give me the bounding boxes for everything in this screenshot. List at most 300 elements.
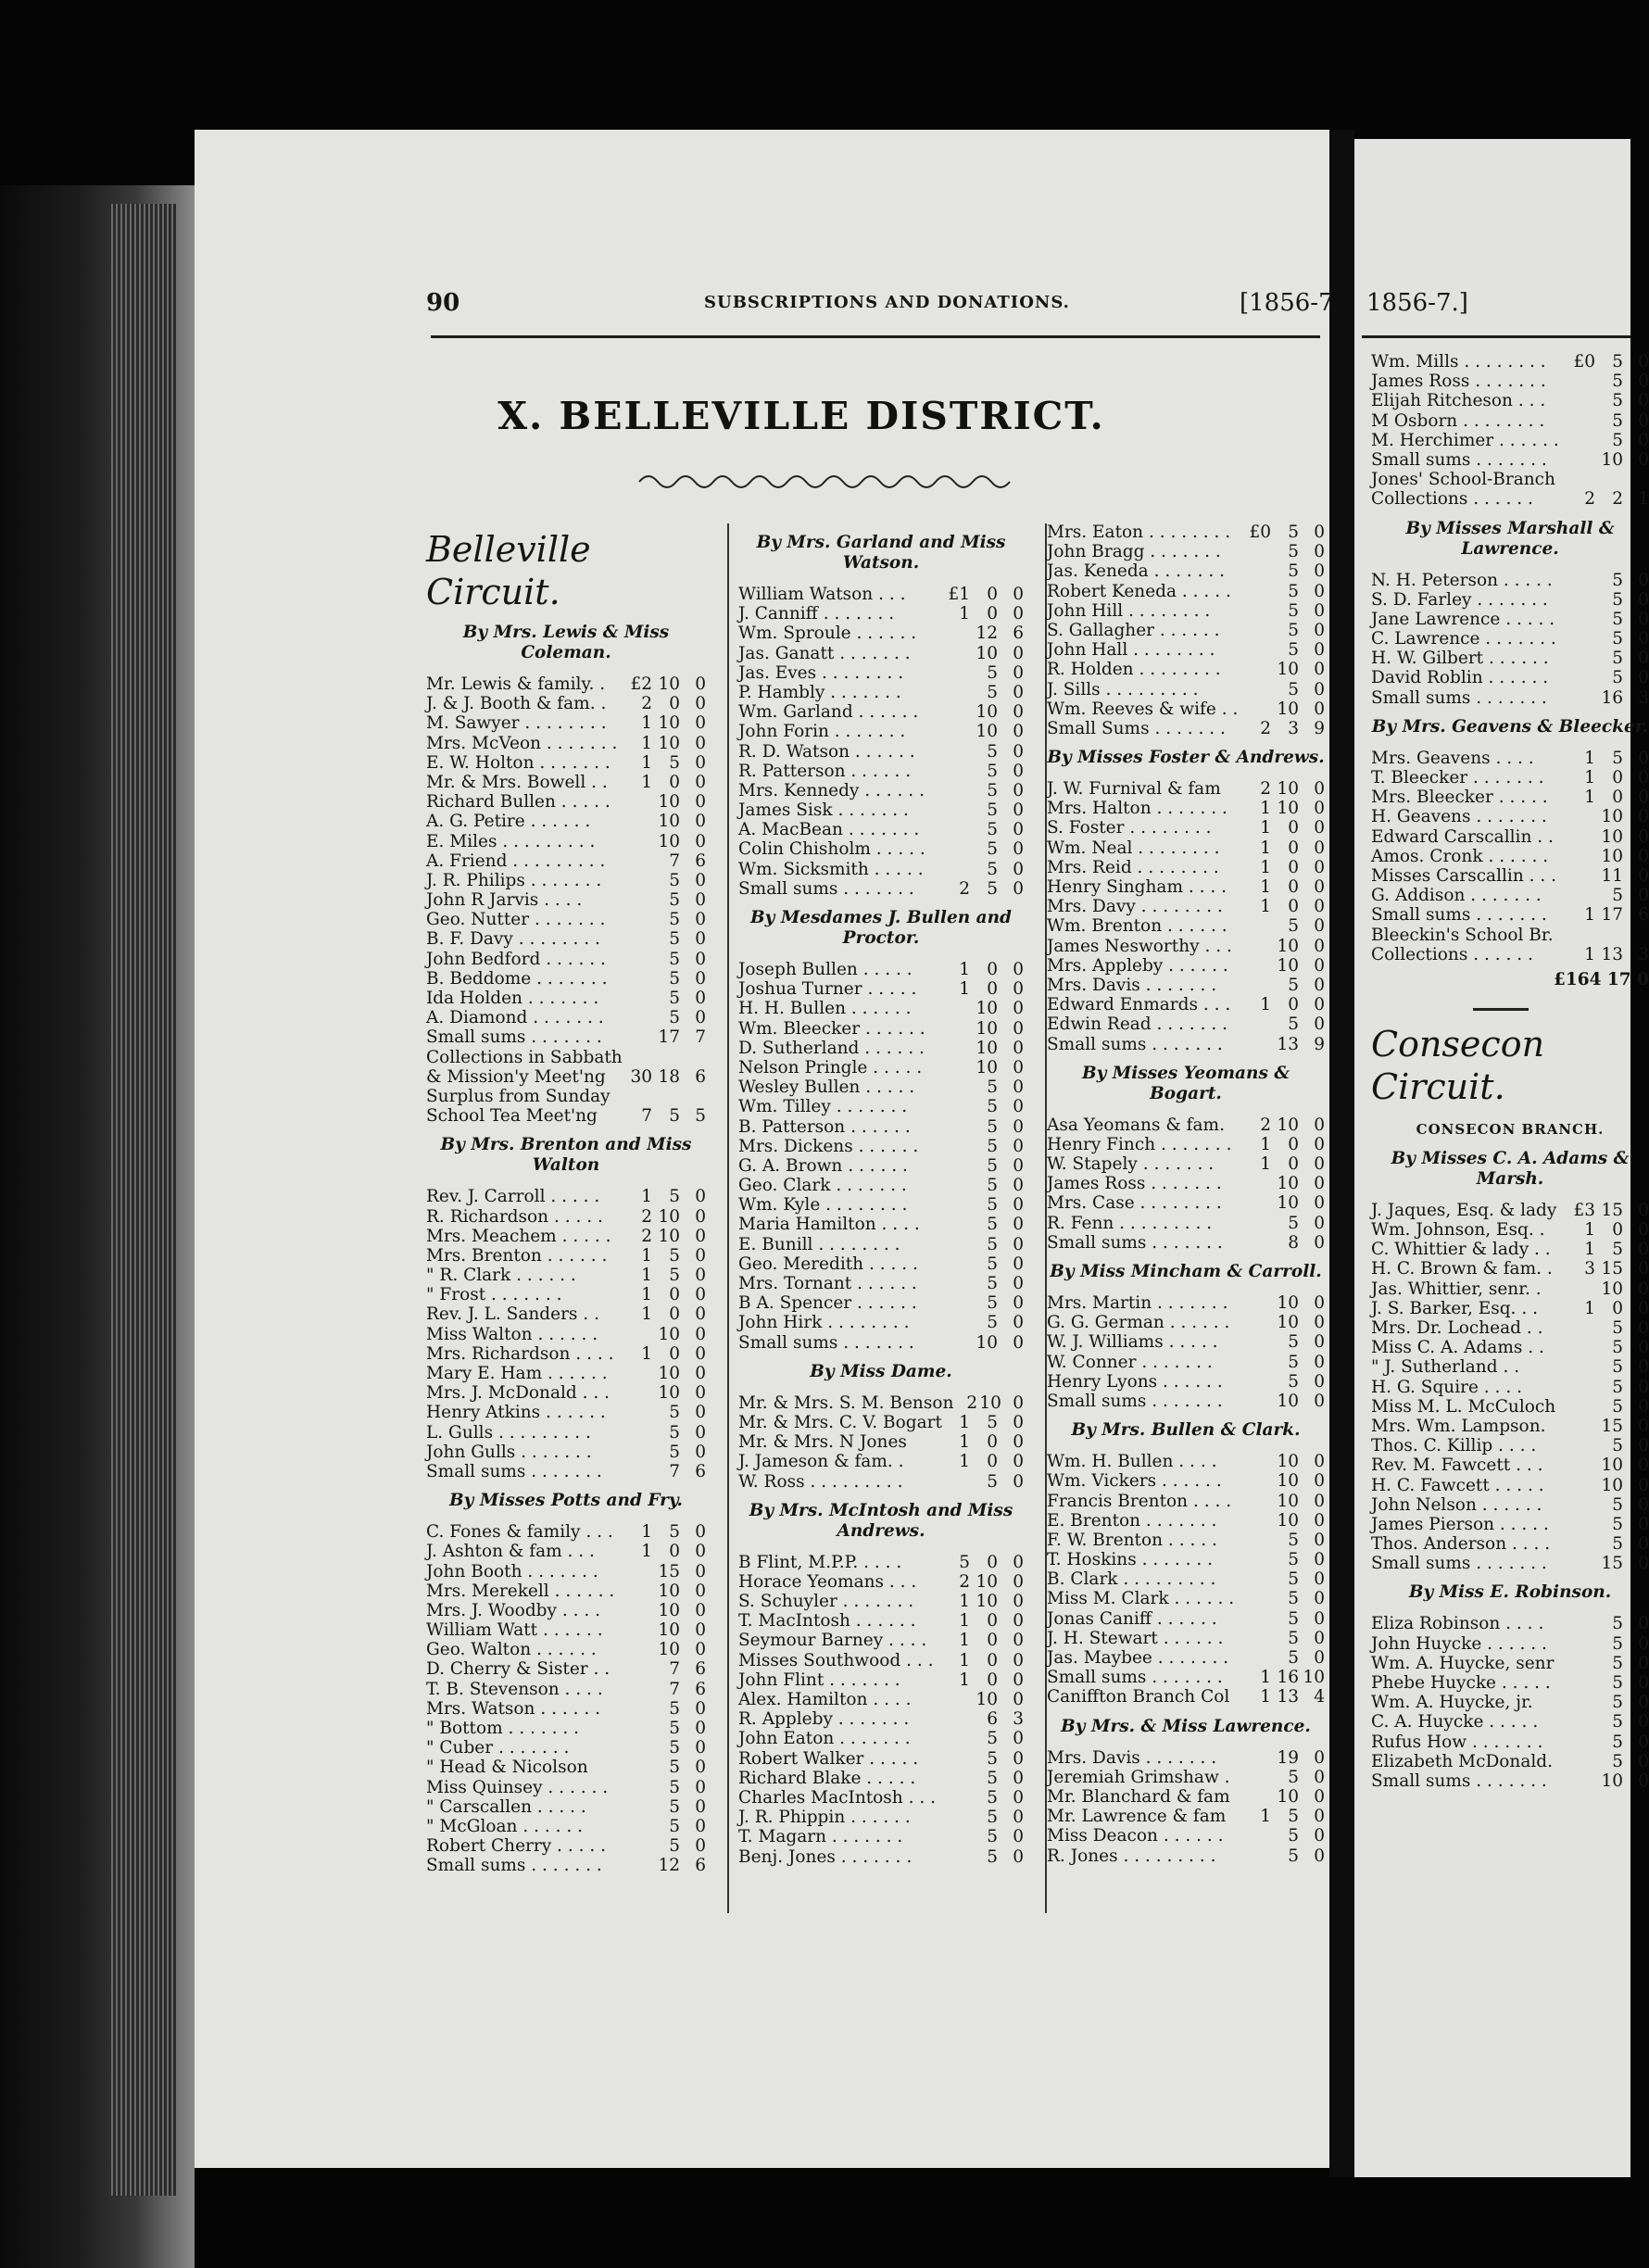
pence-amount: 0: [1013, 741, 1024, 762]
pounds-amount: £0: [1249, 523, 1271, 542]
donor-name: " Carscallen . . . . .: [426, 1796, 586, 1817]
donor-name: C. Lawrence . . . . . . .: [1371, 629, 1556, 649]
donor-name: Henry Lyons . . . . . .: [1047, 1371, 1223, 1392]
shillings-amount: 5: [669, 1106, 680, 1127]
shillings-amount: 10: [1277, 1471, 1299, 1492]
pence-amount: 0: [1638, 1436, 1649, 1456]
pence-amount: 0: [1314, 1589, 1325, 1609]
pounds-amount: [942, 742, 970, 762]
shillings-amount: 10: [1277, 1491, 1299, 1511]
pence-amount: 0: [1314, 1846, 1325, 1866]
pounds-amount: [624, 1383, 652, 1403]
shillings-amount: 5: [1612, 1318, 1623, 1338]
shillings-amount: 5: [987, 761, 998, 781]
shillings-amount: 5: [669, 1266, 680, 1286]
donor-name: R. Holden . . . . . . . .: [1047, 660, 1221, 680]
subscription-row: [1047, 1372, 1325, 1392]
subscription-row: [1047, 1768, 1325, 1787]
donor-name: J. W. Furnival & fam: [1047, 779, 1221, 800]
shillings-amount: 5: [987, 1768, 998, 1788]
donor-name: Amos. Cronk . . . . . .: [1371, 846, 1549, 866]
subscription-row: [738, 644, 1024, 663]
pence-amount: 0: [1314, 1747, 1325, 1768]
pence-amount: 0: [1013, 702, 1024, 723]
donor-name: Miss Quinsey . . . . . .: [426, 1777, 609, 1797]
donor-name: M. Sawyer . . . . . . . .: [426, 713, 607, 734]
pence-amount: 0: [695, 1383, 706, 1404]
donor-name: Small sums . . . . . . .: [426, 1856, 602, 1876]
shillings-amount: 5: [669, 1796, 680, 1817]
pence-amount: [680, 1087, 706, 1106]
pounds-amount: [942, 624, 970, 643]
subscription-row: [426, 1246, 706, 1266]
pounds-amount: [1567, 1397, 1595, 1417]
page-number: 90: [426, 289, 460, 317]
pounds-amount: [624, 1027, 652, 1047]
pounds-amount: [1567, 450, 1595, 470]
pounds-amount: [1567, 1455, 1595, 1475]
pence-amount: 0: [1013, 662, 1024, 683]
subscription-row: [426, 1227, 706, 1246]
pounds-amount: [1567, 1417, 1595, 1436]
subscription-row: [738, 624, 1024, 643]
pounds-amount: [1567, 1771, 1595, 1791]
subscription-row: [426, 1067, 706, 1087]
shillings-amount: 10: [976, 1592, 998, 1612]
shillings-amount: 5: [987, 1748, 998, 1769]
pence-amount: 0: [1638, 1240, 1649, 1260]
pounds-amount: [1243, 621, 1271, 640]
subscription-row: [1371, 1378, 1649, 1397]
pence-amount: 0: [1638, 410, 1649, 431]
pounds-amount: 1: [641, 1245, 652, 1266]
pence-amount: 0: [1314, 1471, 1325, 1492]
donor-name: Mrs. Kennedy . . . . . .: [738, 780, 925, 800]
donor-name: Henry Atkins . . . . . .: [426, 1403, 606, 1423]
pence-amount: 0: [1314, 699, 1325, 719]
donor-name: Mrs. Halton . . . . . . .: [1047, 799, 1227, 819]
subscription-row: [1371, 827, 1649, 847]
pence-amount: 0: [1638, 570, 1649, 590]
subscription-row: [426, 1522, 706, 1542]
pence-amount: 0: [1013, 1392, 1025, 1413]
shillings-amount: 5: [987, 859, 998, 879]
pounds-amount: [624, 1462, 652, 1481]
pence-amount: 0: [1013, 1787, 1024, 1808]
pounds-amount: [1243, 640, 1271, 660]
pounds-amount: [1567, 1476, 1595, 1495]
pence-amount: 0: [1013, 1808, 1024, 1828]
donor-name: Mrs. Wm. Lampson.: [1371, 1416, 1546, 1436]
subscription-row: [1371, 866, 1649, 886]
pounds-amount: [942, 1827, 970, 1846]
pounds-amount: [942, 1117, 970, 1137]
shillings-amount: 0: [987, 1432, 998, 1453]
pence-amount: 0: [1314, 779, 1325, 800]
pounds-amount: 1: [641, 713, 652, 734]
pounds-amount: [942, 644, 970, 663]
donor-name: John Bragg . . . . . . .: [1047, 542, 1221, 562]
pence-amount: 0: [1638, 1514, 1649, 1534]
subscription-row: [1047, 1787, 1325, 1807]
pence-amount: 0: [1638, 1712, 1649, 1732]
pounds-amount: [1243, 1193, 1271, 1213]
pence-amount: 0: [1638, 1554, 1649, 1574]
pounds-amount: 1: [641, 1542, 652, 1562]
pounds-amount: [1567, 1436, 1595, 1455]
shillings-amount: 5: [669, 1008, 680, 1028]
subscription-row: [1371, 431, 1649, 450]
shillings-amount: 10: [976, 1057, 998, 1077]
donor-name: Wm. Brenton . . . . . .: [1047, 916, 1227, 937]
pence-amount: 0: [1013, 820, 1024, 840]
donor-name: Mrs. Davis . . . . . . .: [1047, 1747, 1217, 1768]
donor-name: Rev. J. L. Sanders . .: [426, 1304, 599, 1325]
pounds-amount: [942, 781, 970, 800]
pounds-amount: [942, 1729, 970, 1748]
shillings-amount: 5: [1612, 1357, 1623, 1378]
subscription-row: [1047, 995, 1325, 1014]
shillings-amount: 10: [1601, 846, 1623, 866]
donor-name: Francis Brenton . . . .: [1047, 1491, 1232, 1511]
donor-name: School Tea Meet'ng: [426, 1106, 598, 1127]
pence-amount: 0: [695, 1522, 706, 1543]
shillings-amount: 5: [987, 662, 998, 683]
pence-amount: 0: [1638, 1770, 1649, 1791]
pence-amount: 4: [1314, 1687, 1325, 1707]
shillings-amount: 5: [1612, 1396, 1623, 1417]
pence-amount: 0: [1638, 430, 1649, 450]
subscription-row: [738, 1611, 1024, 1631]
shillings-amount: 7: [669, 1461, 680, 1481]
subscription-row: [426, 1383, 706, 1403]
pounds-amount: [1567, 1279, 1595, 1299]
subscription-row: [426, 753, 706, 773]
pence-amount: 9: [1314, 718, 1325, 738]
pence-amount: 0: [1314, 1628, 1325, 1648]
donor-name: Mr. & Mrs. N Jones: [738, 1432, 907, 1453]
donor-name: Richard Blake . . . . .: [738, 1768, 916, 1788]
donor-name: Jeremiah Grimshaw .: [1047, 1767, 1230, 1787]
collector-heading: By Misses C. A. Adams & Marsh.: [1391, 1148, 1630, 1189]
pence-amount: 0: [1314, 561, 1325, 582]
pounds-amount: [1567, 411, 1595, 431]
shillings-amount: [652, 1048, 680, 1067]
pounds-amount: 2: [641, 1206, 652, 1227]
pence-amount: 0: [1314, 1550, 1325, 1570]
donor-name: W. Ross . . . . . . . . .: [738, 1471, 903, 1492]
donor-name: Wm. Vickers . . . . . .: [1047, 1471, 1222, 1492]
subscription-row: [426, 1640, 706, 1659]
shillings-amount: 10: [658, 1581, 680, 1601]
pence-amount: 0: [1314, 1154, 1325, 1175]
pence-amount: 0: [1013, 1195, 1024, 1216]
subscription-row: [738, 1293, 1024, 1313]
shillings-amount: 3: [1288, 718, 1299, 738]
shillings-amount: 6: [987, 1709, 998, 1730]
pence-amount: 0: [1638, 1494, 1649, 1515]
pounds-amount: [624, 989, 652, 1008]
donor-name: D. Sutherland . . . . . .: [738, 1038, 925, 1058]
pence-amount: 10: [1303, 1668, 1325, 1688]
donor-name: Robert Keneda . . . . .: [1047, 581, 1231, 601]
subscription-row: [426, 792, 706, 812]
shillings-amount: 17: [1601, 905, 1623, 926]
pounds-amount: [942, 683, 970, 702]
pounds-amount: [1243, 1313, 1271, 1332]
pounds-amount: [942, 999, 970, 1018]
shillings-amount: 8: [1288, 1232, 1299, 1253]
pence-amount: 0: [1314, 1786, 1325, 1807]
subscription-row: [738, 1651, 1024, 1670]
pounds-amount: [1243, 956, 1271, 976]
shillings-amount: 5: [1612, 391, 1623, 411]
pounds-amount: 1: [1584, 748, 1595, 768]
donor-name: Edward Enmards . . .: [1047, 995, 1231, 1015]
pence-amount: 0: [695, 792, 706, 813]
pounds-amount: [624, 1364, 652, 1383]
shillings-amount: 0: [1288, 838, 1299, 858]
pounds-amount: [942, 1077, 970, 1097]
donor-name: Mr. & Mrs. S. M. Benson: [738, 1392, 954, 1413]
donor-name: R. Fenn . . . . . . . . .: [1047, 1213, 1213, 1233]
shillings-amount: 5: [669, 1403, 680, 1423]
shillings-amount: 5: [1288, 916, 1299, 937]
shillings-amount: 10: [658, 831, 680, 851]
donor-name: E. Miles . . . . . . . . .: [426, 831, 596, 851]
pounds-amount: [1243, 1846, 1271, 1866]
pounds-amount: 2: [959, 878, 970, 899]
donor-name: Horace Yeomans . . .: [738, 1571, 917, 1592]
subscription-row: [1371, 926, 1649, 945]
pence-amount: 0: [695, 1442, 706, 1462]
donor-name: S. D. Farley . . . . . . .: [1371, 589, 1548, 610]
pence-amount: 6: [695, 1461, 706, 1481]
subscription-row: [1371, 945, 1649, 964]
shillings-amount: 10: [658, 733, 680, 753]
subscription-row: [1047, 699, 1325, 719]
subscription-row: [738, 1313, 1024, 1332]
subscription-row: [1371, 1634, 1649, 1654]
subscription-row: [1047, 1233, 1325, 1253]
donor-name: Robert Cherry . . . . .: [426, 1836, 606, 1857]
pence-amount: 0: [695, 929, 706, 950]
subscription-row: [738, 960, 1024, 979]
pence-amount: 0: [695, 1581, 706, 1601]
pence-amount: 0: [1638, 1377, 1649, 1397]
pounds-amount: 1: [1260, 1134, 1271, 1154]
subscription-row: [1047, 523, 1325, 542]
pence-amount: [680, 1048, 706, 1067]
subscription-row: [738, 820, 1024, 839]
pounds-amount: [1567, 1732, 1595, 1752]
subscription-row: [426, 1601, 706, 1620]
pence-amount: 0: [695, 1422, 706, 1443]
subscription-row: [738, 1729, 1024, 1748]
subscription-row: [426, 812, 706, 831]
subscription-row: [426, 910, 706, 929]
separator-rule: [1473, 1008, 1529, 1011]
subscription-row: [1371, 1318, 1649, 1338]
pounds-amount: 1: [959, 1650, 970, 1670]
pounds-amount: [942, 1019, 970, 1039]
subscription-row: [1371, 1240, 1649, 1259]
subscription-row: [426, 1423, 706, 1443]
donor-name: Wm. Mills . . . . . . . .: [1371, 352, 1546, 372]
pence-amount: 0: [1638, 1653, 1649, 1673]
pounds-amount: [1567, 807, 1595, 826]
shillings-amount: 5: [1288, 1608, 1299, 1629]
collector-heading: By Miss Mincham & Carroll.: [1050, 1262, 1322, 1281]
shillings-amount: 0: [1288, 1134, 1299, 1154]
pence-amount: 6: [695, 1659, 706, 1680]
collector-heading: By Misses Potts and Fry.: [449, 1491, 683, 1511]
subscription-row: [426, 969, 706, 989]
subscription-row: [1371, 1279, 1649, 1299]
subscription-row: [1371, 1417, 1649, 1436]
pounds-amount: [1567, 629, 1595, 649]
pence-amount: 0: [1314, 936, 1325, 956]
subscription-row: [1047, 1826, 1325, 1846]
donor-name: John Forin . . . . . . .: [738, 722, 906, 742]
donor-name: John Huycke . . . . . .: [1371, 1633, 1547, 1654]
subscription-row: [426, 1008, 706, 1027]
pence-amount: 6: [695, 850, 706, 871]
donor-name: Jonas Caniff . . . . . .: [1047, 1608, 1217, 1629]
shillings-amount: 5: [669, 949, 680, 969]
pounds-amount: [624, 890, 652, 910]
collector-heading: By Miss E. Robinson.: [1408, 1582, 1612, 1603]
shillings-amount: 5: [1288, 1628, 1299, 1648]
shillings-amount: 10: [1277, 936, 1299, 956]
subscription-row: [426, 694, 706, 713]
pounds-amount: [624, 1758, 652, 1777]
subscription-row: [1371, 1712, 1649, 1732]
pounds-amount: [942, 1058, 970, 1077]
pounds-amount: [1243, 1332, 1271, 1352]
pence-amount: 0: [1314, 620, 1325, 640]
subscription-row: [738, 1452, 1024, 1471]
pounds-amount: [942, 1788, 970, 1808]
donor-name: Collections . . . . . .: [1371, 489, 1533, 510]
shillings-amount: 5: [1612, 1712, 1623, 1732]
pounds-amount: [1243, 1629, 1271, 1648]
pence-amount: 0: [1314, 1491, 1325, 1511]
pounds-amount: [624, 1620, 652, 1640]
pounds-amount: 1: [1584, 1240, 1595, 1260]
collector-heading: By Mrs. & Miss Lawrence.: [1061, 1716, 1311, 1736]
shillings-amount: 13: [1277, 1034, 1299, 1054]
donor-name: Mr. & Mrs. C. V. Bogart: [738, 1412, 942, 1432]
pounds-amount: 1: [641, 752, 652, 773]
donor-name: Miss Deacon . . . . . .: [1047, 1826, 1224, 1846]
shillings-amount: 5: [1288, 1550, 1299, 1570]
pence-amount: 0: [695, 1719, 706, 1738]
subscription-row: [738, 722, 1024, 741]
donor-name: Mrs. Dickens . . . . . .: [738, 1136, 919, 1156]
donor-name: Elijah Ritcheson . . .: [1371, 391, 1546, 411]
subscription-row: [738, 663, 1024, 683]
pence-amount: 0: [1638, 1475, 1649, 1495]
pence-amount: 0: [1314, 1767, 1325, 1787]
subscription-row: [1371, 1732, 1649, 1752]
collector-heading: By Miss Dame.: [810, 1361, 952, 1381]
shillings-amount: 5: [1612, 1653, 1623, 1673]
shillings-amount: 15: [1601, 1416, 1623, 1436]
donor-name: John R Jarvis . . . .: [426, 890, 583, 911]
subscription-row: [426, 674, 706, 694]
pence-amount: 0: [1314, 1293, 1325, 1313]
donor-name: B. F. Davy . . . . . . . .: [426, 929, 600, 950]
shillings-amount: 5: [1288, 1352, 1299, 1372]
subscription-row: [1047, 660, 1325, 679]
pence-amount: 0: [1013, 1571, 1024, 1592]
pence-amount: 0: [1013, 585, 1024, 604]
shillings-amount: 5: [669, 1187, 680, 1207]
pence-amount: 0: [1013, 1690, 1024, 1709]
pounds-amount: [942, 860, 970, 879]
subscription-row: [1371, 1534, 1649, 1554]
subscription-row: [426, 1325, 706, 1344]
pence-amount: 0: [1638, 846, 1649, 866]
subscription-row: [1047, 601, 1325, 621]
subscription-row: [426, 1680, 706, 1699]
pounds-amount: [1243, 1550, 1271, 1569]
pence-amount: 0: [1013, 1018, 1024, 1039]
shillings-amount: 10: [658, 1226, 680, 1246]
donor-name: T. MacIntosh . . . . . .: [738, 1611, 916, 1632]
subscription-row: [1371, 1357, 1649, 1377]
subscription-row: [1371, 847, 1649, 866]
subscription-row: [738, 839, 1024, 859]
pence-amount: 0: [1314, 838, 1325, 858]
subscription-row: [426, 890, 706, 910]
shillings-amount: 5: [987, 1787, 998, 1808]
shillings-amount: 10: [976, 1332, 998, 1353]
donor-name: Joshua Turner . . . . .: [738, 979, 917, 1000]
district-title: X. BELLEVILLE DISTRICT.: [497, 394, 1105, 438]
pounds-amount: [624, 929, 652, 949]
pounds-amount: [624, 1738, 652, 1758]
pence-amount: 0: [695, 1187, 706, 1207]
donor-name: Misses Carscallin . . .: [1371, 865, 1557, 886]
subscription-row: [426, 1087, 706, 1106]
shillings-amount: 5: [669, 1738, 680, 1758]
pounds-amount: [942, 1156, 970, 1176]
subscription-row: [1371, 1752, 1649, 1771]
pounds-amount: [1243, 542, 1271, 561]
donor-name: B A. Spencer . . . . . .: [738, 1293, 917, 1314]
pounds-amount: [1243, 601, 1271, 621]
pence-amount: 6: [1638, 905, 1649, 926]
header-rule-right: [1362, 335, 1630, 338]
pounds-amount: [1243, 660, 1271, 679]
pounds-amount: [1567, 1614, 1595, 1633]
donor-name: M. Herchimer . . . . . .: [1371, 430, 1559, 450]
pence-amount: 0: [1314, 1807, 1325, 1827]
shillings-amount: 5: [987, 682, 998, 702]
subscription-row: [426, 1344, 706, 1364]
shillings-amount: 5: [1288, 1569, 1299, 1590]
donor-name: " Cuber . . . . . . .: [426, 1738, 570, 1758]
pounds-amount: £0: [1573, 352, 1595, 372]
donor-name: Colin Chisholm . . . . .: [738, 839, 925, 860]
pounds-amount: 1: [1584, 768, 1595, 788]
pence-amount: 0: [1638, 1416, 1649, 1436]
ornament-rule: [639, 468, 1010, 496]
pence-amount: 0: [1638, 1673, 1649, 1693]
subscription-row: [426, 1758, 706, 1777]
